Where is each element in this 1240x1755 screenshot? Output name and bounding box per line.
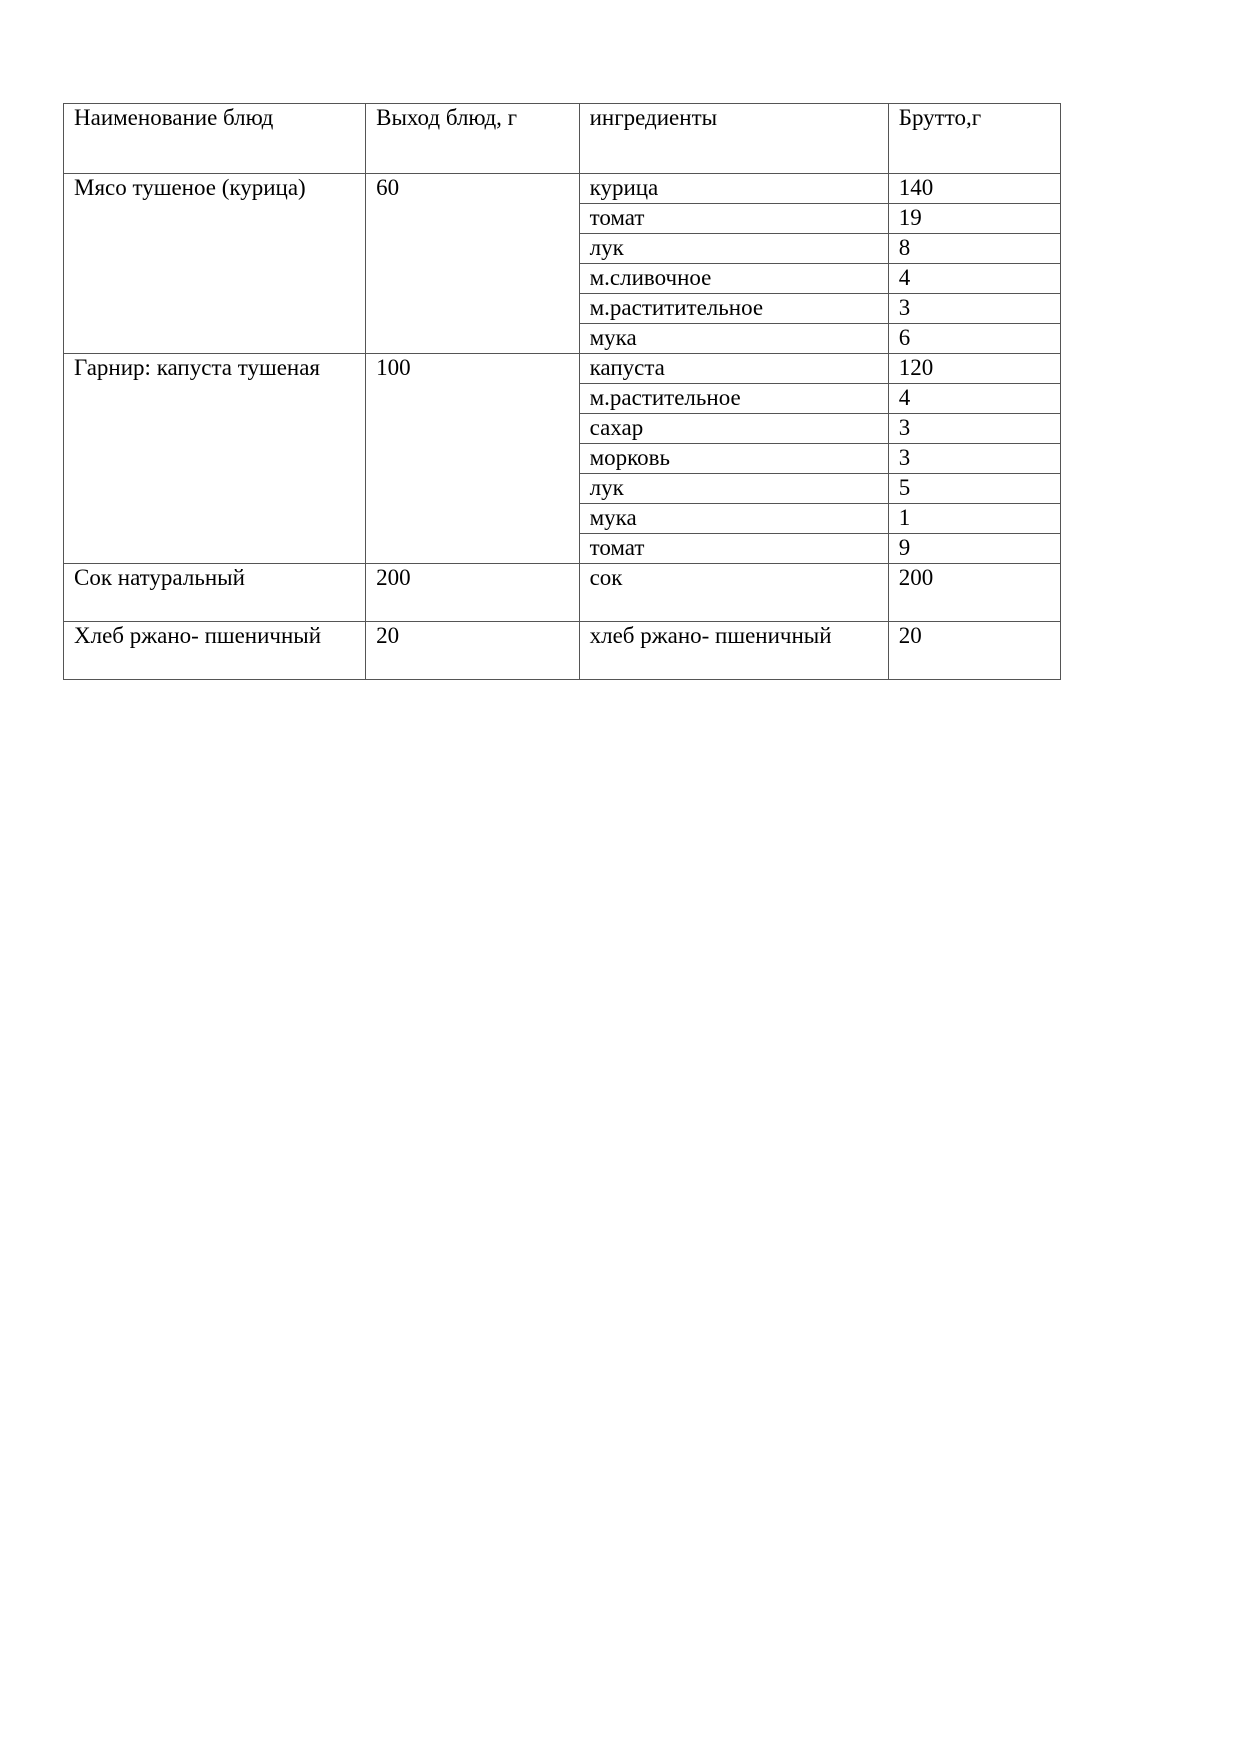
ingredient-name: сок [579, 564, 888, 622]
ingredient-name: капуста [579, 354, 888, 384]
dish-yield: 60 [366, 174, 579, 354]
ingredient-name: лук [579, 474, 888, 504]
dish-yield: 200 [366, 564, 579, 622]
dish-yield: 100 [366, 354, 579, 564]
dish-name: Сок натуральный [64, 564, 366, 622]
header-dish: Наименование блюд [64, 104, 366, 174]
dish-name: Гарнир: капуста тушеная [74, 355, 320, 380]
dish-name: Мясо тушеное (курица) [64, 174, 366, 354]
table-row [64, 174, 1061, 204]
ingredient-gross: 3 [888, 414, 1060, 444]
header-yield: Выход блюд, г [366, 104, 579, 174]
table-row [64, 564, 1061, 622]
ingredient-gross: 8 [888, 234, 1060, 264]
ingredient-gross: 19 [888, 204, 1060, 234]
ingredient-name: курица [579, 174, 888, 204]
ingredient-name: мука [579, 504, 888, 534]
ingredient-name: м.раститительное [579, 294, 888, 324]
ingredient-gross: 4 [888, 384, 1060, 414]
ingredient-gross: 1 [888, 504, 1060, 534]
header-gross: Брутто,г [888, 104, 1060, 174]
dish-name-cell [64, 354, 366, 564]
ingredient-gross: 200 [888, 564, 1060, 622]
ingredient-gross: 20 [888, 622, 1060, 680]
ingredient-name: м.растительное [579, 384, 888, 414]
ingredient-gross: 9 [888, 534, 1060, 564]
table-row [64, 354, 1061, 384]
ingredient-gross: 6 [888, 324, 1060, 354]
ingredient-gross: 5 [888, 474, 1060, 504]
ingredient-name: сахар [579, 414, 888, 444]
ingredient-name: мука [579, 324, 888, 354]
ingredient-name: томат [579, 534, 888, 564]
dish-name: Хлеб ржано- пшеничный [64, 622, 366, 680]
ingredient-gross: 3 [888, 294, 1060, 324]
ingredient-name: хлеб ржано- пшеничный [579, 622, 888, 680]
header-row [64, 104, 1061, 174]
ingredient-name: морковь [579, 444, 888, 474]
ingredient-name: томат [579, 204, 888, 234]
ingredient-name: м.сливочное [579, 264, 888, 294]
table-row [64, 622, 1061, 680]
ingredient-gross: 140 [888, 174, 1060, 204]
ingredient-name: лук [579, 234, 888, 264]
dish-yield: 20 [366, 622, 579, 680]
header-ingredients: ингредиенты [579, 104, 888, 174]
ingredient-gross: 4 [888, 264, 1060, 294]
ingredient-gross: 3 [888, 444, 1060, 474]
ingredient-gross: 120 [888, 354, 1060, 384]
menu-table [63, 103, 1061, 680]
